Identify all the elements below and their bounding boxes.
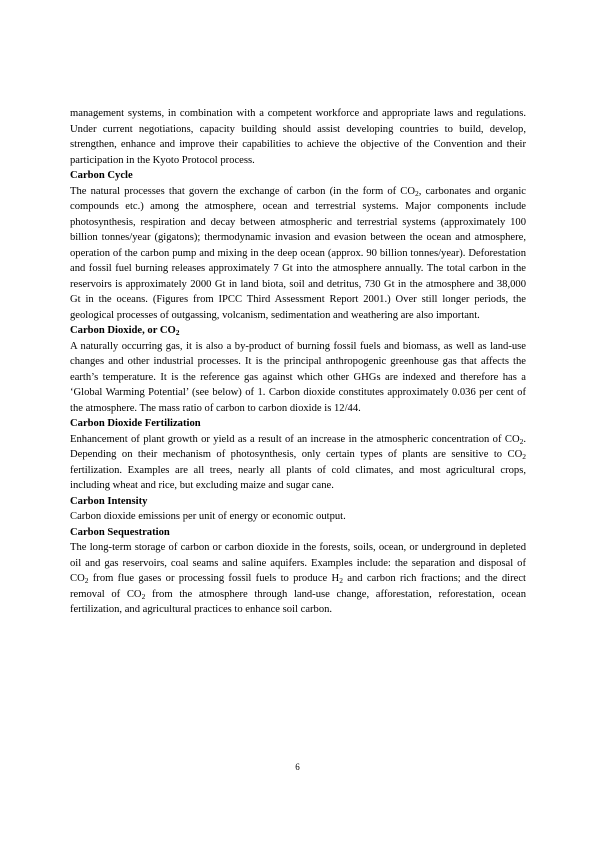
- heading-carbon-cycle: Carbon Cycle: [70, 170, 133, 181]
- page-number: 6: [295, 762, 300, 772]
- heading-carbon-sequestration: Carbon Sequestration: [70, 526, 170, 538]
- heading-carbon-dioxide: Carbon Dioxide, or $CO_2$: [70, 325, 180, 337]
- heading-carbon-dioxide-fertilization: Carbon Dioxide Fertilization: [70, 418, 201, 429]
- paragraph-carbon-intensity: Carbon dioxide emissions per unit of energy or economic output.: [70, 511, 346, 522]
- paragraph-carbon-cycle: The natural processes that govern the exchange of carbon (in the form of $CO_2$, carbonates and organic compounds etc.) among the atmosphere, ocean and terrestrial systems. Major components include photosynthesis, respiration and decay between atmospheric and terrestrial systems (approximately 100 billion tonnes/year (gigatons); thermodynamic invasion and evasion between the ocean and atmosphere, operation of the carbon pump and mixing in the deep ocean (approx. 90 billion tonnes/year). Deforestation and fossil fuel burning releases approximately 7 Gt into the atmosphere annually. The total carbon in the reservoirs is approximately 2000 Gt in land biota, soil and detritus, 730 Gt in the atmosphere and 38,000 Gt in the oceans. (Figures from IPCC Third Assessment Report 2001.) Over still longer periods, the geological processes of outgassing, volcanism, sedimentation and weathering are also important.: [70, 185, 526, 321]
- paragraph-carbon-dioxide: A naturally occurring gas, it is also a by-product of burning fossil fuels and biomass, as well as land-use changes and other industrial processes. It is the principal anthropogenic greenhouse gas that affects the earth’s temperature. It is the reference gas against which other GHGs are indexed and therefore has a ‘Global Warming Potential’ (see below) of 1. Carbon dioxide constitutes approximately 0.036 per cent of the atmosphere. The mass ratio of carbon to carbon dioxide is 12/44.: [70, 340, 526, 414]
- heading-carbon-intensity: Carbon Intensity: [70, 495, 148, 507]
- intro-paragraph: management systems, in combination with a competent workforce and appropriate laws and regulations. Under current negotiations, capacity building should assist developing countries to build, develop, strengthen, enhance and improve their capabilities to achieve the objective of the Convention and their participation in the Kyoto Protocol process.: [70, 108, 526, 166]
- paragraph-carbon-sequestration: The long-term storage of carbon or carbon dioxide in the forests, soils, ocean, or underground in depleted oil and gas reservoirs, coal seams and saline aquifers. Examples include: the separation and disposal of $CO_2$ from flue gases or processing fossil fuels to produce $H_2$ and carbon rich fractions; and the direct removal of $CO_2$ from the atmosphere through land-use change, afforestation, reforestation, ocean fertilization, and agricultural practices to enhance soil carbon.: [70, 542, 526, 615]
- document-page: [70, 106, 526, 618]
- paragraph-carbon-dioxide-fertilization: Enhancement of plant growth or yield as a result of an increase in the atmospheric concentration of $CO_2$. Depending on their mechanism of photosynthesis, only certain types of plants are sensitive to $CO_2$ fertilization. Examples are all trees, nearly all plants of cold climates, and most agricultural crops, including wheat and rice, but excluding maize and sugar cane.: [70, 433, 526, 491]
